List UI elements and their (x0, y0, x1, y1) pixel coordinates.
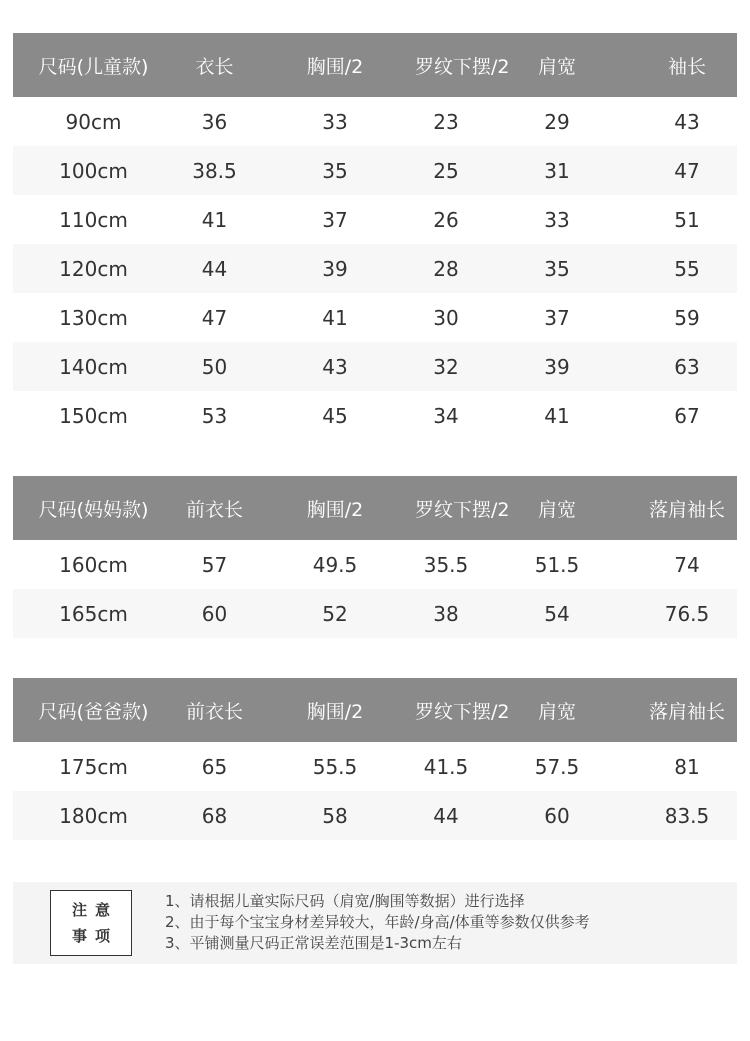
table-cell: 28 (433, 256, 459, 281)
table-cell: 36 (201, 109, 228, 134)
table-cell: 63 (674, 354, 700, 379)
table-cell: 37 (322, 207, 348, 232)
header-cell: 胸围/2 (306, 498, 364, 521)
header-cell: 罗纹下摆/2 (415, 700, 510, 723)
table-cell: 37 (544, 305, 570, 330)
table-cell: 33 (322, 109, 348, 134)
table-row (13, 342, 737, 391)
table-cell: 35.5 (423, 552, 469, 577)
table-cell: 57 (201, 552, 228, 577)
table-cell: 49.5 (312, 552, 358, 577)
note-item: 2、由于每个宝宝身材差异较大，年龄/身高/体重等参数仅供参考 (165, 913, 590, 931)
table-cell: 38.5 (192, 158, 237, 183)
table-cell: 53 (201, 403, 228, 428)
table-cell: 47 (674, 158, 700, 183)
table-cell: 51 (674, 207, 700, 232)
table-cell: 41 (322, 305, 348, 330)
table-cell: 23 (433, 109, 459, 134)
table-cell: 50 (201, 354, 228, 379)
header-cell: 肩宽 (537, 55, 576, 78)
header-cell: 肩宽 (537, 700, 576, 723)
table-cell: 25 (433, 158, 459, 183)
table-cell: 55.5 (312, 754, 358, 779)
header-cell: 罗纹下摆/2 (415, 498, 510, 521)
table-header (13, 476, 737, 540)
table-cell: 60 (201, 601, 228, 626)
table-cell: 55 (674, 256, 700, 281)
table-cell: 39 (544, 354, 570, 379)
table-cell: 81 (674, 754, 700, 779)
table-cell: 45 (322, 403, 348, 428)
table-row (13, 146, 737, 195)
table-cell: 52 (322, 601, 348, 626)
table-cell: 150cm (59, 403, 128, 428)
table-cell: 58 (322, 803, 348, 828)
notes-title-line1: 注意 (71, 901, 118, 919)
table-cell: 39 (322, 256, 348, 281)
table-cell: 43 (322, 354, 348, 379)
table-cell: 26 (433, 207, 459, 232)
table-cell: 76.5 (664, 601, 710, 626)
header-cell: 罗纹下摆/2 (415, 55, 510, 78)
notes-title-line2: 事项 (71, 927, 118, 945)
table-cell: 47 (201, 305, 228, 330)
table-row (13, 791, 737, 840)
header-cell: 前衣长 (185, 498, 243, 521)
table-cell: 83.5 (664, 803, 710, 828)
table-cell: 59 (674, 305, 700, 330)
table-row (13, 391, 737, 440)
table-cell: 29 (544, 109, 570, 134)
note-item: 1、请根据儿童实际尺码（肩宽/胸围等数据）进行选择 (165, 892, 525, 910)
table-row (13, 589, 737, 638)
table-cell: 35 (322, 158, 348, 183)
table-cell: 140cm (59, 354, 128, 379)
header-cell: 衣长 (195, 55, 234, 78)
table-cell: 160cm (59, 552, 128, 577)
table-cell: 34 (433, 403, 459, 428)
table-cell: 175cm (59, 754, 128, 779)
table-cell: 31 (544, 158, 570, 183)
table-header (13, 33, 737, 97)
header-cell: 胸围/2 (306, 700, 364, 723)
table-cell: 130cm (59, 305, 128, 330)
table-row (13, 540, 737, 589)
header-cell: 尺码(儿童款) (38, 55, 149, 78)
table-row (13, 97, 737, 146)
table-cell: 180cm (59, 803, 128, 828)
table-cell: 33 (544, 207, 570, 232)
table-cell: 44 (201, 256, 228, 281)
header-cell: 尺码(妈妈款) (38, 498, 149, 521)
table-cell: 74 (674, 552, 700, 577)
table-row (13, 742, 737, 791)
table-header (13, 678, 737, 742)
table-cell: 90cm (65, 109, 122, 134)
notes-title-box (50, 890, 132, 956)
table-cell: 38 (433, 601, 459, 626)
table-cell: 51.5 (534, 552, 580, 577)
table-row (13, 293, 737, 342)
note-item: 3、平铺测量尺码正常误差范围是1-3cm左右 (165, 934, 462, 952)
notes-panel (13, 882, 737, 964)
table-cell: 165cm (59, 601, 128, 626)
header-cell: 袖长 (667, 55, 706, 78)
table-cell: 30 (433, 305, 459, 330)
table-cell: 41 (201, 207, 228, 232)
table-cell: 65 (201, 754, 228, 779)
header-cell: 胸围/2 (306, 55, 364, 78)
size-table-kids (13, 33, 737, 440)
header-cell: 前衣长 (185, 700, 243, 723)
size-table-mom (13, 476, 737, 638)
table-row (13, 195, 737, 244)
table-cell: 120cm (59, 256, 128, 281)
header-cell: 落肩袖长 (648, 498, 725, 521)
table-cell: 60 (544, 803, 570, 828)
table-cell: 57.5 (534, 754, 580, 779)
table-cell: 54 (544, 601, 570, 626)
table-cell: 41.5 (423, 754, 469, 779)
table-cell: 100cm (59, 158, 128, 183)
table-cell: 32 (433, 354, 459, 379)
header-cell: 尺码(爸爸款) (38, 700, 149, 723)
size-table-dad (13, 678, 737, 840)
table-cell: 43 (674, 109, 700, 134)
table-cell: 68 (201, 803, 228, 828)
table-cell: 41 (544, 403, 570, 428)
header-cell: 落肩袖长 (648, 700, 725, 723)
header-cell: 肩宽 (537, 498, 576, 521)
table-cell: 110cm (59, 207, 128, 232)
table-cell: 44 (433, 803, 459, 828)
table-cell: 35 (544, 256, 570, 281)
table-cell: 67 (674, 403, 700, 428)
notes-list (165, 891, 590, 954)
table-row (13, 244, 737, 293)
